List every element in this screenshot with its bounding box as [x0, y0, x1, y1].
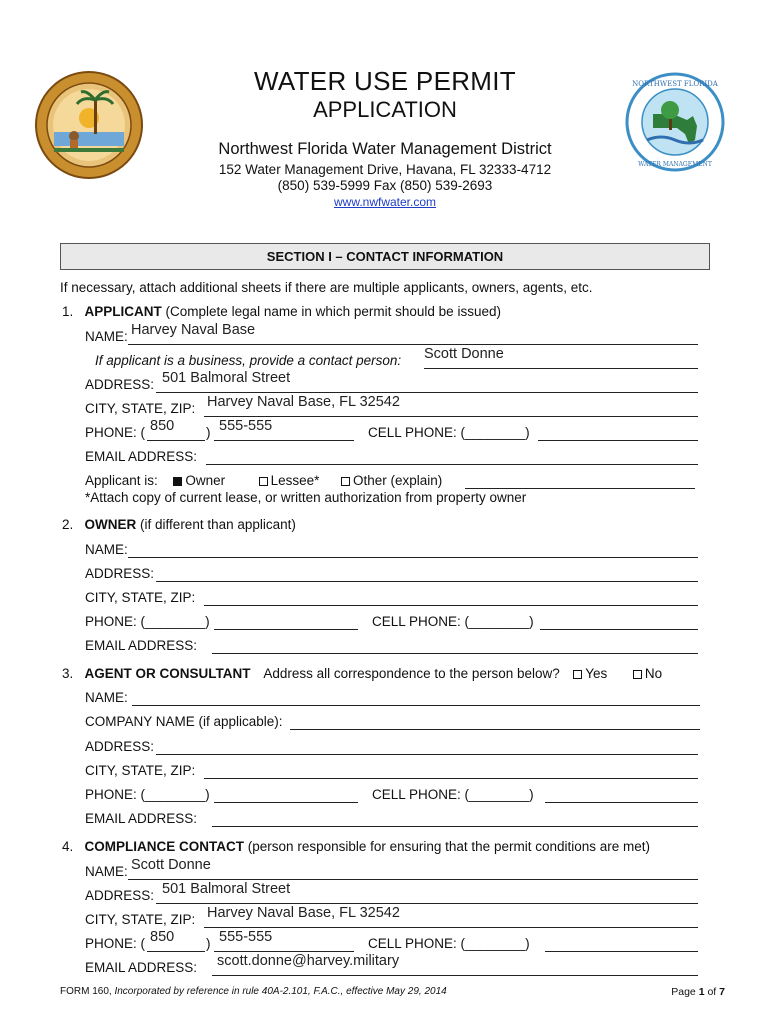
applicant-phone-label: PHONE: ( — [85, 425, 146, 440]
owner-heading: OWNER — [84, 517, 137, 532]
svg-text:WATER MANAGEMENT: WATER MANAGEMENT — [638, 161, 712, 168]
compliance-name-label: NAME: — [85, 864, 128, 879]
owner-name-field[interactable] — [128, 557, 698, 558]
page-total: 7 — [719, 986, 725, 998]
compliance-email-field[interactable] — [212, 975, 698, 976]
compliance-section-heading — [62, 839, 650, 854]
applicant-city-field[interactable] — [204, 416, 698, 417]
applicant-email-field[interactable] — [206, 464, 698, 465]
agent-name-field[interactable] — [132, 705, 700, 706]
applicant-section-heading — [62, 304, 501, 319]
district-address: 152 Water Management Drive, Havana, FL 32333-4712 — [218, 162, 552, 177]
applicant-email-label: EMAIL ADDRESS: — [85, 449, 198, 464]
compliance-heading-note: (person responsible for ensuring that the permit conditions are met) — [247, 839, 651, 854]
footer-rule-reference: Incorporated by reference in rule 40A-2.101, F.A.C., effective May 29, 2014 — [114, 986, 447, 997]
applicant-city-label: CITY, STATE, ZIP: — [85, 401, 196, 416]
agent-address-field[interactable] — [156, 754, 698, 755]
owner-heading-note: (if different than applicant) — [140, 517, 296, 532]
page-indicator — [671, 986, 725, 998]
owner-city-label: CITY, STATE, ZIP: — [85, 590, 196, 605]
applicant-contact-value: Scott Donne — [424, 346, 504, 362]
agent-no-label: No — [644, 666, 663, 681]
compliance-email-label: EMAIL ADDRESS: — [85, 960, 198, 975]
applicant-other-explain-field[interactable] — [465, 488, 695, 489]
applicant-heading-note: (Complete legal name in which permit should be issued) — [165, 304, 501, 319]
applicant-city-value: Harvey Naval Base, FL 32542 — [207, 394, 400, 410]
owner-phone-field[interactable] — [214, 629, 358, 630]
applicant-phone-close: ) — [206, 425, 211, 440]
applicant-address-value: 501 Balmoral Street — [162, 370, 291, 386]
owner-number: 2. — [62, 517, 74, 532]
applicant-address-label: ADDRESS: — [85, 377, 155, 392]
owner-email-field[interactable] — [212, 653, 698, 654]
compliance-email-value: scott.donne@harvey.military — [217, 953, 400, 969]
applicant-cell-label: CELL PHONE: (________) — [368, 425, 530, 440]
compliance-address-field[interactable] — [156, 903, 698, 904]
district-name: Northwest Florida Water Management District — [218, 140, 552, 158]
footer-form-reference — [60, 986, 447, 997]
applicant-cell-field[interactable] — [538, 440, 698, 441]
owner-checkbox[interactable] — [173, 477, 182, 486]
applicant-contact-label: If applicant is a business, provide a contact person: — [95, 353, 402, 368]
compliance-cell-label: CELL PHONE: (________) — [368, 936, 530, 951]
compliance-phone-value: 555-555 — [219, 929, 273, 945]
agent-cell-label: CELL PHONE: (________) — [372, 787, 534, 802]
page-number: 1 — [698, 986, 705, 998]
owner-address-label: ADDRESS: — [85, 566, 155, 581]
applicant-address-field[interactable] — [156, 392, 698, 393]
agent-email-label: EMAIL ADDRESS: — [85, 811, 198, 826]
district-phone: (850) 539-5999 Fax (850) 539-2693 — [277, 178, 493, 193]
applicant-name-value: Harvey Naval Base — [131, 322, 256, 338]
compliance-cell-field[interactable] — [545, 951, 698, 952]
agent-section-heading — [62, 666, 662, 681]
compliance-name-field[interactable] — [128, 879, 698, 880]
agent-phone-field[interactable] — [214, 802, 358, 803]
page-title: WATER USE PERMIT — [254, 66, 516, 96]
owner-option-label: Owner — [185, 473, 226, 488]
compliance-phone-field[interactable] — [214, 951, 354, 952]
section-header: SECTION I – CONTACT INFORMATION — [60, 243, 710, 270]
compliance-city-label: CITY, STATE, ZIP: — [85, 912, 196, 927]
other-option-label: Other (explain) — [352, 473, 443, 488]
compliance-city-value: Harvey Naval Base, FL 32542 — [207, 905, 400, 921]
other-checkbox[interactable] — [341, 477, 350, 486]
compliance-phone-area-field[interactable] — [147, 951, 205, 952]
compliance-number: 4. — [62, 839, 74, 854]
agent-phone-label: PHONE: (________) — [85, 787, 210, 802]
owner-address-field[interactable] — [156, 581, 698, 582]
agent-name-label: NAME: — [85, 690, 128, 705]
applicant-phone-area-field[interactable] — [147, 440, 205, 441]
applicant-phone-value: 555-555 — [219, 418, 273, 434]
agent-yes-checkbox[interactable] — [573, 670, 582, 679]
agent-question: Address all correspondence to the person below? — [263, 666, 560, 681]
compliance-phone-area-value: 850 — [150, 929, 175, 945]
applicant-is-label: Applicant is: — [85, 473, 158, 488]
applicant-contact-field[interactable] — [424, 368, 698, 369]
section-intro: If necessary, attach additional sheets if there are multiple applicants, owners, agents, etc. — [60, 280, 593, 295]
compliance-address-label: ADDRESS: — [85, 888, 155, 903]
applicant-name-field[interactable] — [128, 344, 698, 345]
agent-heading: AGENT OR CONSULTANT — [84, 666, 251, 681]
applicant-name-label: NAME: — [85, 329, 128, 344]
compliance-city-field[interactable] — [204, 927, 698, 928]
owner-email-label: EMAIL ADDRESS: — [85, 638, 198, 653]
svg-text:NORTHWEST FLORIDA: NORTHWEST FLORIDA — [632, 80, 718, 88]
page-label: Page — [671, 986, 696, 998]
agent-address-label: ADDRESS: — [85, 739, 155, 754]
lessee-option-label: Lessee* — [270, 473, 320, 488]
lessee-checkbox[interactable] — [259, 477, 268, 486]
owner-cell-field[interactable] — [540, 629, 698, 630]
agent-city-label: CITY, STATE, ZIP: — [85, 763, 196, 778]
agent-cell-field[interactable] — [545, 802, 698, 803]
footer-form-number: FORM 160, — [60, 986, 112, 997]
owner-phone-label: PHONE: (________) — [85, 614, 210, 629]
agent-number: 3. — [62, 666, 74, 681]
compliance-phone-close: ) — [206, 936, 211, 951]
applicant-phone-field[interactable] — [214, 440, 354, 441]
compliance-address-value: 501 Balmoral Street — [162, 881, 291, 897]
compliance-phone-label: PHONE: ( — [85, 936, 146, 951]
owner-section-heading — [62, 517, 296, 532]
compliance-name-value: Scott Donne — [131, 857, 211, 873]
agent-company-label: COMPANY NAME (if applicable): — [85, 714, 283, 729]
agent-yes-label: Yes — [585, 666, 608, 681]
owner-name-label: NAME: — [85, 542, 128, 557]
owner-city-field[interactable] — [204, 605, 698, 606]
applicant-is-row — [85, 473, 442, 488]
page-subtitle: APPLICATION — [313, 97, 457, 122]
agent-city-field[interactable] — [204, 778, 698, 779]
district-website-link[interactable]: www.nwfwater.com — [333, 195, 437, 209]
agent-company-field[interactable] — [290, 729, 700, 730]
agent-no-checkbox[interactable] — [633, 670, 642, 679]
lease-note: *Attach copy of current lease, or written authorization from property owner — [85, 490, 527, 505]
agent-email-field[interactable] — [212, 826, 698, 827]
compliance-heading: COMPLIANCE CONTACT — [84, 839, 245, 854]
applicant-number: 1. — [62, 304, 74, 319]
owner-cell-label: CELL PHONE: (________) — [372, 614, 534, 629]
applicant-phone-area-value: 850 — [150, 418, 175, 434]
page-of: of — [707, 986, 717, 998]
applicant-heading: APPLICANT — [84, 304, 162, 319]
